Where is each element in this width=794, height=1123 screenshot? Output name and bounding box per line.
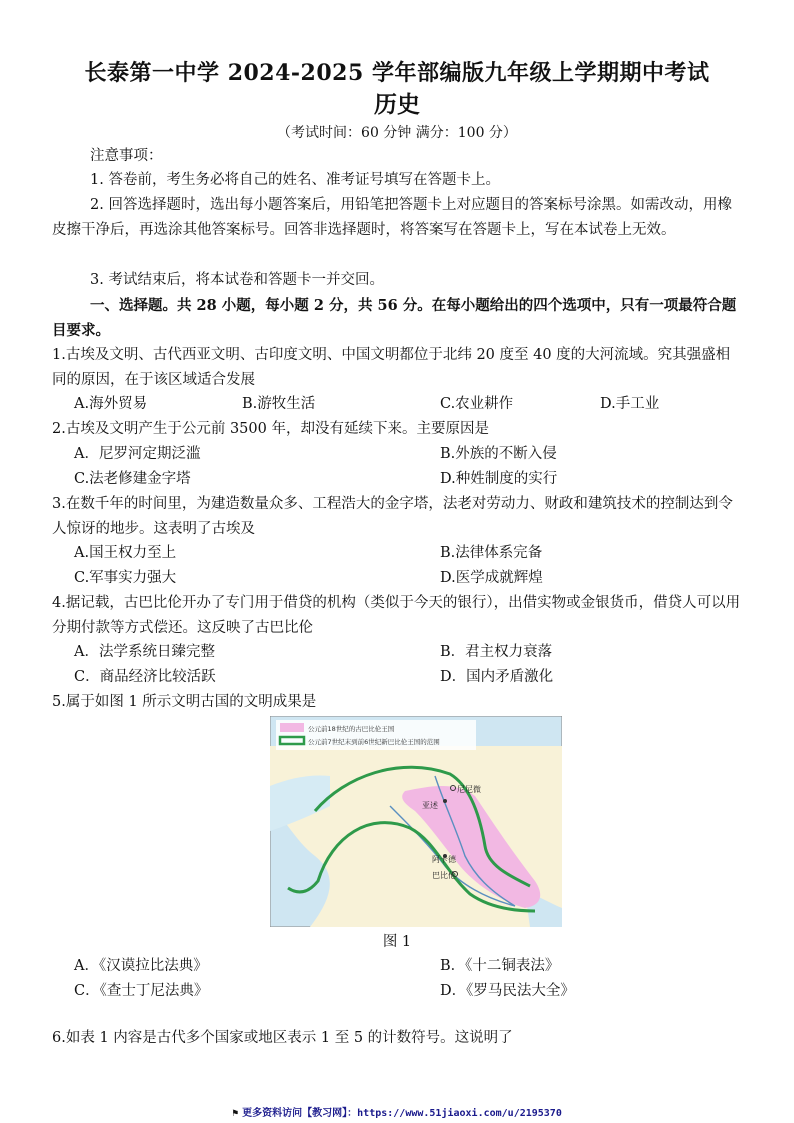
footer-link[interactable] (0, 1104, 794, 1119)
question-4-stem: 4.据记载，古巴比伦开办了专门用于借贷的机构（类似于今天的银行），出借实物或金银货币，借贷人可以用分期付款等方式偿还。这反映了古巴比伦 (52, 595, 741, 636)
section-1-heading: 一、选择题。共 28 小题，每小题 2 分，共 56 分。在每小题给出的四个选项中，只有一项最符合题目要求。 (52, 297, 737, 339)
footer-text: 更多资料访问【教习网】：https://www.51jiaoxi.com/u/2195370 (242, 1108, 562, 1119)
q1-option-d: D.手工业 (600, 396, 660, 412)
question-3-stem: 3.在数千年的时间里，为建造数量众多、工程浩大的金字塔，法老对劳动力、财政和建筑技术的控制达到令人惊讶的地步。这表明了古埃及 (52, 496, 733, 537)
exam-info: （考试时间：60 分钟 满分：100 分） (277, 125, 517, 141)
q4-option-d: D．国内矛盾激化 (440, 669, 554, 685)
figure-1-caption: 图 1 (382, 934, 412, 950)
q4-option-a: A．法学系统日臻完整 (74, 644, 215, 660)
question-5-stem: 5.属于如图 1 所示文明古国的文明成果是 (52, 694, 317, 710)
q5-option-d: D．《罗马民法大全》 (440, 983, 575, 999)
q3-option-a: A.国王权力至上 (74, 545, 177, 561)
note-item-1: 1. 答卷前，考生务必将自己的姓名、准考证号填写在答题卡上。 (90, 172, 500, 188)
legend-neo-babylon: 公元前7世纪末到前6世纪新巴比伦王国的范围 (308, 738, 440, 746)
legend-old-babylon: 公元前18世纪的古巴比伦王国 (308, 725, 395, 733)
exam-subject: 历史 (374, 91, 420, 118)
q2-option-d: D.种姓制度的实行 (440, 471, 558, 487)
city-assur: 亚述 (422, 801, 438, 810)
q3-option-d: D.医学成就辉煌 (440, 570, 543, 586)
q5-option-b: B．《十二铜表法》 (440, 958, 560, 974)
city-babylon: 巴比伦 (432, 871, 456, 880)
city-akkad: 阿卡德 (432, 855, 456, 864)
q3-option-c: C.军事实力强大 (74, 570, 177, 586)
babylon-map (270, 716, 562, 927)
q3-option-b: B.法律体系完备 (440, 545, 543, 561)
q1-option-a: A.海外贸易 (74, 396, 148, 412)
q2-option-c: C.法老修建金字塔 (74, 471, 191, 487)
q5-option-a: A．《汉谟拉比法典》 (74, 958, 208, 974)
q4-option-b: B．君主权力衰落 (440, 644, 553, 660)
q1-option-c: C.农业耕作 (440, 396, 514, 412)
q2-option-a: A．尼罗河定期泛滥 (74, 446, 201, 462)
legend-swatch-old-babylon (280, 723, 304, 732)
note-item-2: 2. 回答选择题时，选出每小题答案后，用铅笔把答题卡上对应题目的答案标号涂黑。如需改动，用橡皮擦干净后，再选涂其他答案标号。回答非选择题时，将答案写在答题卡上，写在本试卷上无效。 (52, 197, 732, 238)
question-1-stem: 1.古埃及文明、古代西亚文明、古印度文明、中国文明都位于北纬 20 度至 40 度的大河流域。究其强盛相同的原因，在于该区域适合发展 (52, 347, 731, 388)
q2-option-b: B.外族的不断入侵 (440, 446, 557, 462)
question-2-stem: 2.古埃及文明产生于公元前 3500 年，却没有延续下来。主要原因是 (52, 421, 489, 437)
city-nineveh: 尼尼微 (457, 785, 481, 794)
q4-option-c: C．商品经济比较活跃 (74, 669, 216, 685)
question-6-stem: 6.如表 1 内容是古代多个国家或地区表示 1 至 5 的计数符号。这说明了 (52, 1030, 513, 1046)
city-marker-assur (443, 799, 447, 803)
note-item-3: 3. 考试结束后，将本试卷和答题卡一并交回。 (90, 272, 384, 288)
q1-option-b: B.游牧生活 (242, 396, 316, 412)
flag-icon: ⚑ (232, 1108, 239, 1119)
notes-heading: 注意事项： (90, 148, 163, 164)
exam-title: 长泰第一中学 2024-2025 学年部编版九年级上学期期中考试 (84, 60, 710, 86)
q5-option-c: C．《查士丁尼法典》 (74, 983, 209, 999)
